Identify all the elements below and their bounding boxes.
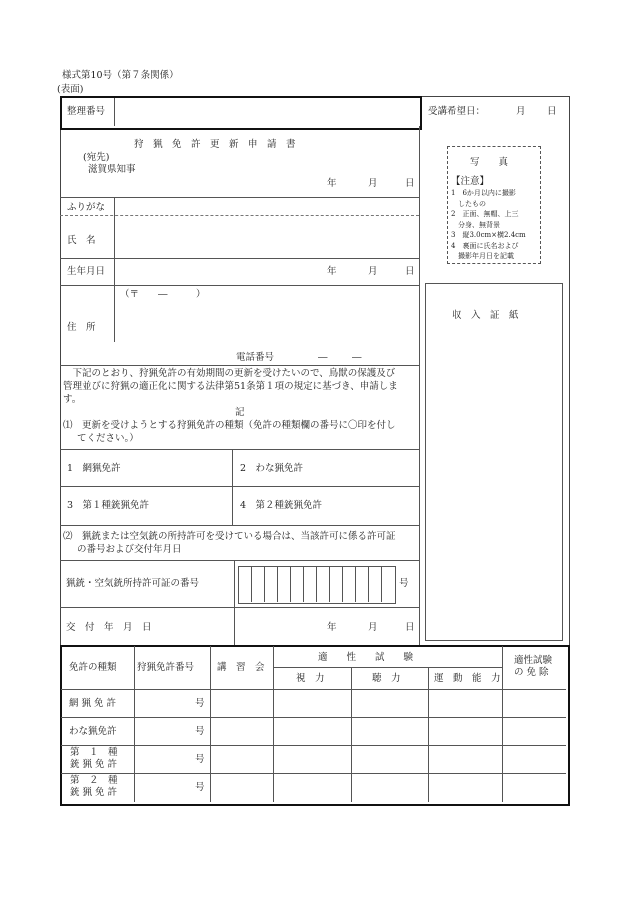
jukou-month: 月 xyxy=(516,106,526,117)
name-label: 氏 名 xyxy=(67,235,96,246)
permit-go: 号 xyxy=(399,578,409,589)
row-type: 第 ２ 種 xyxy=(70,775,118,786)
addressee: 滋賀県知事 xyxy=(88,164,136,175)
row-go: 号 xyxy=(195,726,205,737)
jukou-day: 日 xyxy=(547,106,557,117)
form-number: 様式第10号（第７条関係） xyxy=(62,70,179,81)
col-motor: 運 動 能 力 xyxy=(434,673,501,684)
row-type: 網 猟 免 許 xyxy=(69,698,117,709)
statement-line-2: 管理並びに狩猟の適正化に関する法律第51条第１項の規定に基づき、申請しま xyxy=(63,381,398,392)
item2-line-1: ⑵ 猟銃または空気銃の所持許可を受けている場合は、当該許可に係る許可証 xyxy=(63,531,396,542)
license-option-1[interactable]: 1 網猟免許 xyxy=(67,463,121,474)
birth-label: 生年月日 xyxy=(67,266,106,277)
row-go: 号 xyxy=(195,698,205,709)
app-year: 年 xyxy=(327,178,337,189)
jukou-label: 受講希望日： xyxy=(428,106,486,117)
permit-number-boxes[interactable] xyxy=(238,566,396,604)
col-hearing: 聴 力 xyxy=(372,673,401,684)
col-type: 免許の種類 xyxy=(69,662,117,673)
row-type: 第 １ 種 xyxy=(70,747,118,758)
photo-note-title: 【注意】 xyxy=(451,176,490,187)
statement-line-1: 下記のとおり、狩猟免許の有効期間の更新を受けたいので、鳥獣の保護及び xyxy=(63,368,396,379)
col-aptitude: 適 性 試 験 xyxy=(318,652,414,663)
seiri-label: 整理番号 xyxy=(67,106,106,117)
name-input[interactable] xyxy=(115,216,418,258)
col-course: 講 習 会 xyxy=(217,662,265,673)
row-type: 銃 猟 免 許 xyxy=(70,787,118,798)
address-input[interactable] xyxy=(115,300,418,340)
postal-code: （〒 ― ） xyxy=(120,289,206,300)
birth-day: 日 xyxy=(405,266,415,277)
photo-note: 1 6か月以内に撮影 xyxy=(451,189,516,197)
photo-notes xyxy=(451,188,526,262)
permit-label: 猟銃・空気銃所持許可証の番号 xyxy=(66,578,200,589)
row-type: わな猟免許 xyxy=(69,726,117,737)
photo-note: 3 縦3.0cm×横2.4cm xyxy=(451,231,526,239)
addressee-prefix: (宛先) xyxy=(83,152,110,163)
app-day: 日 xyxy=(405,178,415,189)
photo-note: 2 正面、無帽、上三 xyxy=(451,210,519,218)
issued-year: 年 xyxy=(327,622,337,633)
item2-line-2: の番号および交付年月日 xyxy=(77,544,182,555)
row-go: 号 xyxy=(195,782,205,793)
form-title: 狩 猟 免 許 更 新 申 請 書 xyxy=(134,139,296,150)
license-option-3[interactable]: 3 第１種銃猟免許 xyxy=(67,500,150,511)
item1-line-2: てください。） xyxy=(77,433,139,444)
col-sight: 視 力 xyxy=(296,673,325,684)
app-month: 月 xyxy=(368,178,378,189)
stamp-label: 収 入 証 紙 xyxy=(452,310,519,321)
furigana-label: ふりがな xyxy=(67,202,106,213)
form-side: (表面) xyxy=(57,84,84,95)
issued-day: 日 xyxy=(405,622,415,633)
photo-note: 4 裏面に氏名および xyxy=(451,241,519,250)
statement-line-3: す。 xyxy=(63,394,82,405)
phone-label: 電話番号 xyxy=(236,352,275,363)
issued-label: 交 付 年 月 日 xyxy=(66,622,152,633)
revenue-stamp-box xyxy=(425,283,563,641)
col-exempt: 適性試験 xyxy=(514,655,553,666)
photo-note: 分身、無背景 xyxy=(451,220,500,229)
license-option-4[interactable]: 4 第２種銃猟免許 xyxy=(240,500,323,511)
col-number: 狩猟免許番号 xyxy=(137,662,195,673)
photo-title: 写 真 xyxy=(470,157,509,168)
photo-note: したもの xyxy=(451,199,486,208)
birth-year: 年 xyxy=(327,266,337,277)
ki-label: 記 xyxy=(235,407,245,418)
phone-dash-2: ― xyxy=(352,352,362,363)
furigana-input[interactable] xyxy=(115,198,418,215)
phone-dash-1: ― xyxy=(318,352,328,363)
row-type: 銃 猟 免 許 xyxy=(70,759,118,770)
row-go: 号 xyxy=(195,754,205,765)
license-option-2[interactable]: 2 わな猟免許 xyxy=(240,463,304,474)
item1-line-1: ⑴ 更新を受けようとする狩猟免許の種類（免許の種類欄の番号に〇印を付し xyxy=(63,420,396,431)
address-label: 住 所 xyxy=(67,322,96,333)
col-exempt: の 免 除 xyxy=(514,667,549,678)
photo-note: 撮影年月日を記載 xyxy=(451,252,514,260)
issued-month: 月 xyxy=(368,622,378,633)
birth-month: 月 xyxy=(368,266,378,277)
